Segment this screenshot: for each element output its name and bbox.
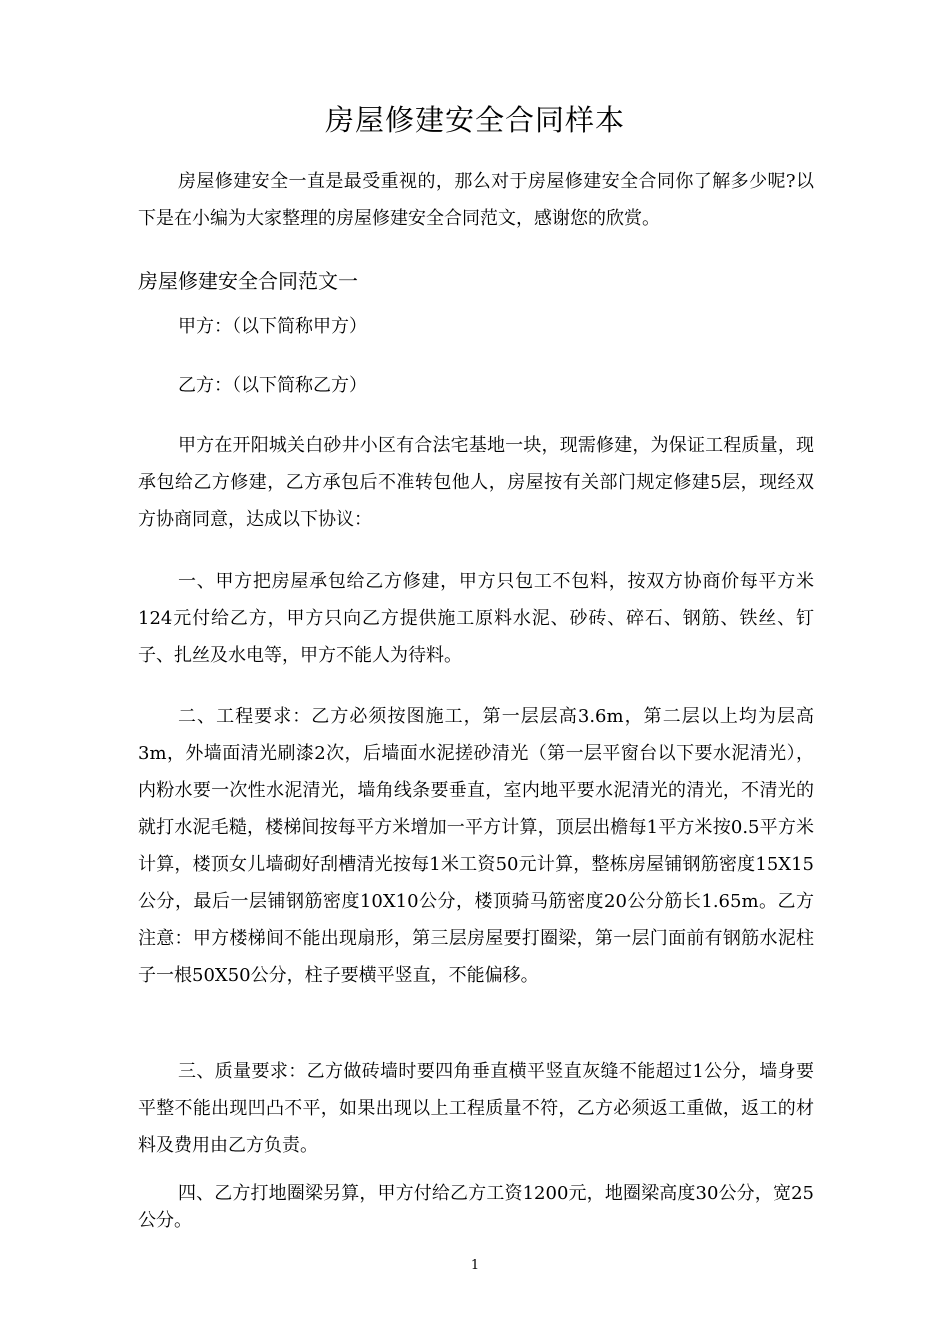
agreement-preamble: 甲方在开阳城关白砂井小区有合法宅基地一块，现需修建，为保证工程质量，现承包给乙方修建，乙方承包后不准转包他人，房屋按有关部门规定修建5层，现经双方协商同意，达成以下协议： <box>138 435 814 530</box>
party-a-line: 甲方：（以下简称甲方） <box>178 316 367 337</box>
party-b-line: 乙方：（以下简称乙方） <box>178 375 367 396</box>
clause-one: 一、甲方把房屋承包给乙方修建，甲方只包工不包料，按双方协商价每平方米124元付给乙方，甲方只向乙方提供施工原料水泥、砂砖、碎石、钢筋、铁丝、钉子、扎丝及水电等，甲方不能人为待料。 <box>138 571 814 666</box>
intro-paragraph: 房屋修建安全一直是最受重视的，那么对于房屋修建安全合同你了解多少呢?以下是在小编为大家整理的房屋修建安全合同范文，感谢您的欣赏。 <box>138 171 814 229</box>
clause-four: 四、乙方打地圈梁另算，甲方付给乙方工资1200元，地圈梁高度30公分，宽25公分。 <box>138 1183 814 1231</box>
document-title: 房屋修建安全合同样本 <box>324 103 625 137</box>
section-heading: 房屋修建安全合同范文一 <box>138 269 358 293</box>
clause-two: 二、工程要求：乙方必须按图施工，第一层层高3.6m，第二层以上均为层高3m，外墙面清光刷漆2次，后墙面水泥搓砂清光（第一层平窗台以下要水泥清光），内粉水要一次性水泥清光，墙角线条要垂直，室内地平要水泥清光的清光，不清光的就打水泥毛糙，楼梯间按每平方米增加一平方计算，顶层出檐每1平方米按0.5平方米计算，楼顶女儿墙砌好刮槽清光按每1米工资50元计算，整栋房屋铺钢筋密度15X15公分，最后一层铺钢筋密度10X10公分，楼顶骑马筋密度20公分筋长1.65m。乙方注意：甲方楼梯间不能出现扇形，第三层房屋要打圈梁，第一层门面前有钢筋水泥柱子一根50X50公分，柱子要横平竖直，不能偏移。 <box>138 706 814 986</box>
clause-three: 三、质量要求：乙方做砖墙时要四角垂直横平竖直灰缝不能超过1公分，墙身要平整不能出现凹凸不平，如果出现以上工程质量不符，乙方必须返工重做，返工的材料及费用由乙方负责。 <box>138 1061 814 1156</box>
page-number: 1 <box>470 1258 480 1273</box>
